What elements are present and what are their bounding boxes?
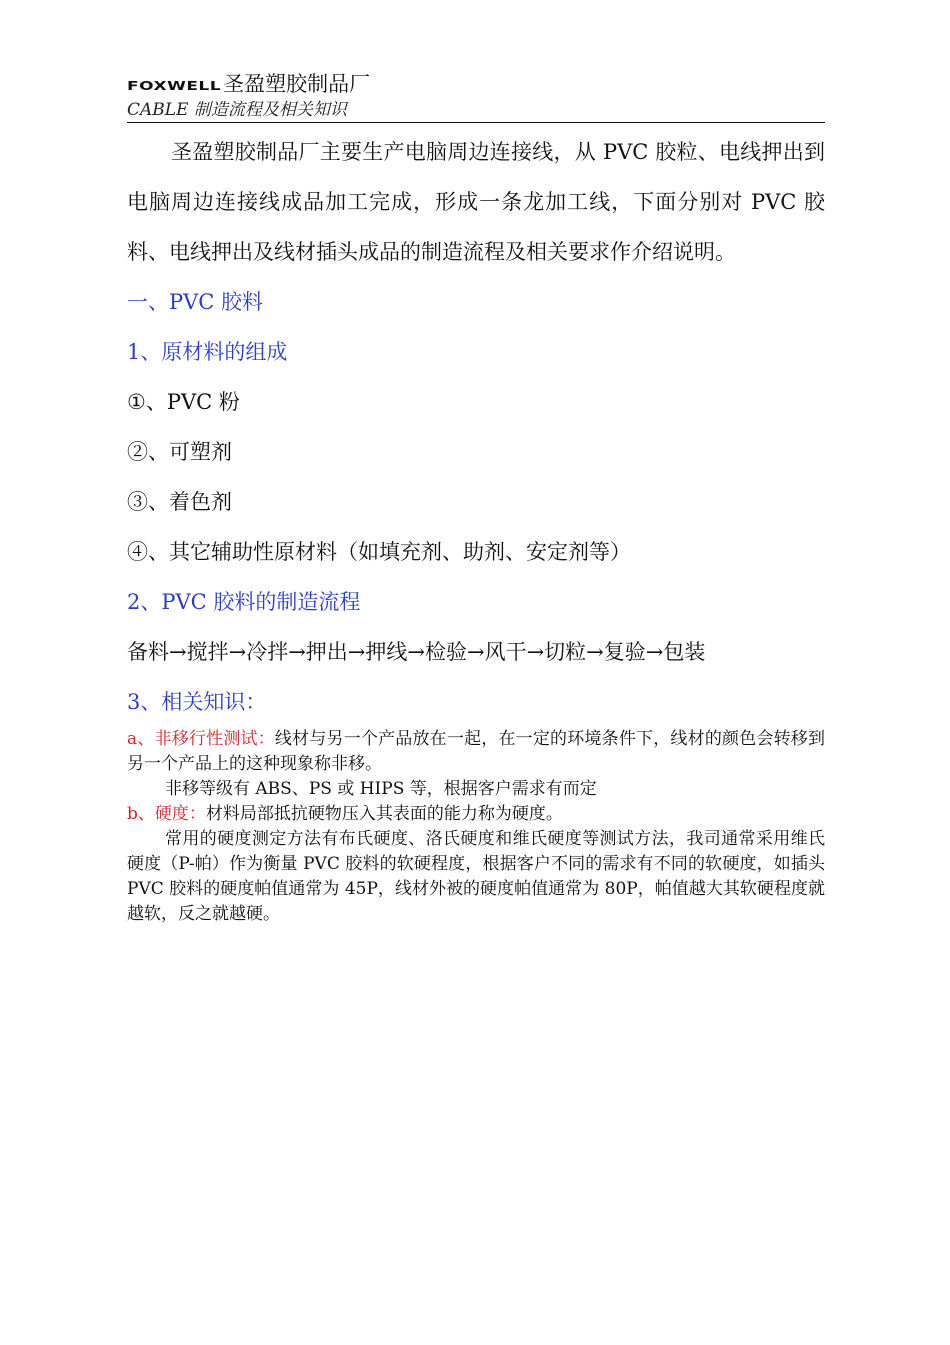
subheading-process: 2、PVC 胶料的制造流程 [127,590,361,614]
term-a-label: a、非移行性测试： [127,729,275,749]
document-body [127,127,825,927]
term-a-note: 非移等级有 ABS、PS 或 HIPS 等，根据客户需求有而定 [165,779,597,799]
process-flow: 备料→搅拌→冷拌→押出→押线→检验→风干→切粒→复验→包装 [127,640,706,664]
term-b-text: 材料局部抵抗硬物压入其表面的能力称为硬度。 [205,804,563,824]
document-subtitle: CABLE 制造流程及相关知识 [127,100,347,120]
term-b-paragraph [127,802,825,827]
list-item: ④、其它辅助性原材料（如填充剂、助剂、安定剂等） [127,540,631,564]
term-b-label: b、硬度： [127,804,206,824]
list-item: ①、PVC 粉 [127,390,240,414]
list-item: ②、可塑剂 [127,440,232,464]
company-name: 圣盈塑胶制品厂 [223,72,371,96]
intro-paragraph: 圣盈塑胶制品厂主要生产电脑周边连接线，从 PVC 胶粒、电线押出到电脑周边连接线成品加工完成，形成一条龙加工线，下面分别对 PVC 胶料、电线押出及线材插头成品的制造流程及相关要求作介绍说明。 [127,140,825,264]
page-header [127,70,825,123]
header-title-row [127,70,825,98]
hardness-paragraph: 常用的硬度测定方法有布氏硬度、洛氏硬度和维氏硬度等测试方法，我司通常采用维氏硬度（P-帕）作为衡量 PVC 胶料的软硬程度，根据客户不同的需求有不同的软硬度，如插头 PVC 胶料的硬度帕值通常为 45P，线材外被的硬度帕值通常为 80P，帕值越大其软硬程度就越软，反之就越硬。 [127,829,825,924]
term-a-text: 线材与另一个产品放在一起，在一定的环境条件下，线材的颜色会转移到另一个产品上的这种现象称非移。 [127,729,825,774]
brand-logo: FOXWELL [127,78,222,94]
section-heading-pvc: 一、PVC 胶料 [127,290,264,314]
term-a-paragraph [127,727,825,777]
subheading-knowledge: 3、相关知识： [127,690,267,714]
list-item: ③、着色剂 [127,490,232,514]
subheading-raw-materials: 1、原材料的组成 [127,340,288,364]
header-divider [127,122,825,123]
